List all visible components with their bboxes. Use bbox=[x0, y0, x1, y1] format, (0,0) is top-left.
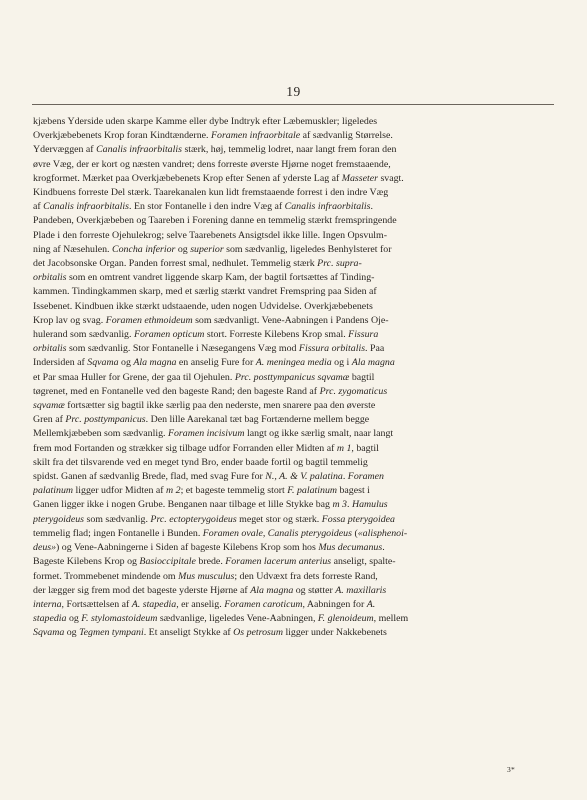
text-line: Ydervæggen af Canalis infraorbitalis stærk, høj, temmelig lodret, naar langt frem foran den bbox=[33, 144, 397, 156]
text-line: hulerand som sædvanlig. Foramen opticum stort. Forreste Kilebens Krop smal. Fissura bbox=[33, 329, 379, 341]
text-line: deus») og Vene-Aabningerne i Siden af bageste Kilebens Krop som hos Mus decumanus. bbox=[33, 542, 385, 554]
text-line: frem mod Fortanden og strækker sig tilbage udfor Forranden eller Midten af m 1, bagtil bbox=[33, 442, 379, 454]
text-line: kjæbens Yderside uden skarpe Kamme eller dybe Indtryk efter Læbemuskler; ligeledes bbox=[33, 116, 378, 127]
text-line: formet. Trommebenet mindende om Mus musculus; den Udvæxt fra dets forreste Rand, bbox=[33, 570, 378, 582]
text-line: palatinum ligger udfor Midten af m 2; et bageste temmelig stort F. palatinum bagest i bbox=[33, 485, 370, 497]
text-line: orbitalis som en omtrent vandret liggende skarp Kam, der bagtil fortsættes af Tinding- bbox=[33, 272, 375, 284]
text-line: Overkjæbebenets Krop foran Kindtænderne. Foramen infraorbitale af sædvanlig Størrelse. bbox=[33, 130, 393, 142]
text-line: Sqvama og Tegmen tympani. Et anseligt Stykke af Os petrosum ligger under Nakkebenets bbox=[33, 627, 387, 639]
text-line: pterygoideus som sædvanlig. Prc. ectopterygoideus meget stor og stærk. Fossa pterygoidea bbox=[33, 513, 395, 525]
text-line: Ganen ligger ikke i nogen Grube. Benganen naar tilbage et lille Stykke bag m 3. Hamulus bbox=[33, 499, 388, 511]
text-line: kammen. Tindingkammen skarp, med et særlig stærkt vandret Fremspring paa Siden af bbox=[33, 286, 377, 298]
body-text bbox=[33, 115, 554, 641]
text-line: Issebenet. Kindbuen ikke stærkt udstaaende, uden nogen Udvidelse. Overkjæbebenets bbox=[33, 300, 373, 312]
text-line: Pandeben, Overkjæbeben og Taareben i Forening danne en temmelig stærkt fremspringende bbox=[33, 215, 397, 227]
signature-mark: 3* bbox=[507, 765, 516, 774]
text-line: Indersiden af Sqvama og Ala magna en anselig Fure for A. meningea media og i Ala magna bbox=[33, 357, 395, 369]
text-line: spidst. Ganen af sædvanlig Brede, flad, med svag Fure for N., A. & V. palatina. Foramen bbox=[33, 471, 384, 483]
text-line: Kindbuens forreste Del stærk. Taarekanalen kun lidt fremstaaende forrest i den indre Væg bbox=[33, 187, 389, 199]
text-line: ning af Næsehulen. Concha inferior og superior som sædvanlig, ligeledes Benhylsteret for bbox=[33, 243, 392, 255]
text-line: der lægger sig frem mod det bageste yderste Hjørne af Ala magna og støtter A. maxillaris bbox=[33, 584, 387, 596]
text-line: Plade i den forreste Ojehulekrog; selve Taarebenets Ansigtsdel ikke lille. Ingen Opsvulm- bbox=[33, 229, 387, 241]
text-line: stapedia og F. stylomastoideum sædvanlige, ligeledes Vene-Aabningen, F. glenoideum, mellem bbox=[33, 613, 409, 625]
text-line: Mellemkjæbeben som sædvanlig. Foramen incisivum langt og ikke særlig smalt, naar langt bbox=[33, 428, 394, 440]
header-rule bbox=[32, 104, 554, 105]
page-number: 19 bbox=[286, 84, 301, 99]
text-line: temmelig flad; ingen Fontanelle i Bunden. Foramen ovale, Canalis pterygoideus («alisphenoi- bbox=[33, 527, 408, 539]
text-line: krogformet. Mærket paa Overkjæbebenets Krop efter Senen af yderste Lag af Masseter svagt. bbox=[33, 172, 404, 184]
text-line: orbitalis som sædvanlig. Stor Fontanelle i Næsegangens Væg mod Fissura orbitalis. Paa bbox=[33, 343, 385, 355]
text-line: Gren af Prc. posttympanicus. Den lille Aarekanal tæt bag Fortænderne mellem begge bbox=[33, 414, 370, 426]
text-line: skilt fra det tilsvarende ved en meget tynd Bro, ender baade fortil og bagtil temmelig bbox=[33, 456, 368, 468]
text-line: tøgrenet, med en Fontanelle ved den bageste Rand; den bageste Rand af Prc. zygomaticus bbox=[33, 385, 388, 397]
text-line: Bageste Kilebens Krop og Basioccipitale brede. Foramen lacerum anterius anseligt, spalte- bbox=[33, 556, 396, 568]
text-line: et Par smaa Huller for Grene, der gaa til Ojehulen. Prc. posttympanicus sqvamæ bagtil bbox=[33, 371, 375, 383]
text-line: interna, Fortsættelsen af A. stapedia, er anselig. Foramen caroticum, Aabningen for A. bbox=[33, 598, 376, 610]
text-line: Krop lav og svag. Foramen ethmoideum som sædvanligt. Vene-Aabningen i Pandens Oje- bbox=[33, 314, 389, 326]
text-line: af Canalis infraorbitalis. En stor Fontanelle i den indre Væg af Canalis infraorbitalis. bbox=[33, 201, 373, 213]
text-line: det Jacobsonske Organ. Panden forrest smal, nedhulet. Temmelig stærk Prc. supra- bbox=[33, 258, 362, 270]
text-line: sqvamæ fortsætter sig bagtil ikke særlig paa den nederste, men snarere paa den øverste bbox=[33, 400, 376, 412]
text-line: øvre Væg, der er kort og næsten vandret; dens forreste øverste Hjørne noget fremstaaende, bbox=[33, 158, 391, 170]
